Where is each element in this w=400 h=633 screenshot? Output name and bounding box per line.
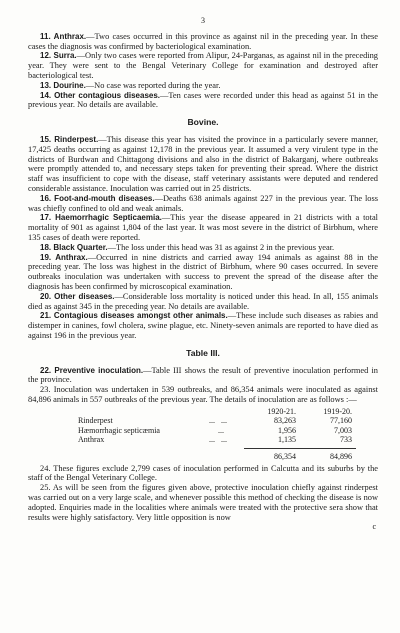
heading-other-animals: 21. Contagious diseases amongst other animals. (40, 311, 228, 321)
heading-dourine: 13. Dourine. (40, 80, 86, 90)
text-other-contagious: —Ten cases were recorded under this head as against 51 in the previous year. No details are available. (28, 90, 378, 110)
paragraph-12 (28, 51, 378, 80)
row-label: Rinderpest (78, 416, 113, 426)
value-1920-21: 1,135 (278, 435, 296, 445)
heading-anthrax: 11. Anthrax. (40, 31, 87, 41)
table-row (74, 416, 356, 426)
text-anthrax: —Two cases occurred in this province as against nil in the preceding year. In these cases the diagnosis was confirmed by bacteriological examination. (28, 31, 378, 51)
paragraph-17 (28, 213, 378, 242)
value-1919-20: 733 (340, 435, 352, 445)
text-preventive-inoculation: —Table III shows the result of preventive inoculation performed in the province. (28, 365, 378, 385)
leader-dots: ... (218, 425, 224, 435)
leader-dots: ... (221, 416, 227, 426)
heading-anthrax-bovine: 19. Anthrax. (40, 252, 88, 262)
paragraph-19 (28, 253, 378, 292)
signature-mark: c (372, 522, 376, 532)
row-label: Hæmorrhagic septicæmia (78, 425, 160, 435)
inoculation-table (74, 407, 356, 462)
paragraph-16 (28, 194, 378, 214)
value-1919-20: 7,003 (334, 425, 352, 435)
leader-dots: ... (209, 435, 215, 445)
section-heading-bovine: Bovine. (187, 117, 219, 128)
paragraph-14 (28, 91, 378, 111)
table-row (74, 426, 356, 436)
heading-black-quarter: 18. Black Quarter. (40, 242, 108, 252)
paragraph-23: 23. Inoculation was undertaken in 539 outbreaks, and 86,354 animals were inoculated as against 84,896 animals in 557 outbreaks of the previous year. The details of inoculation are as follows :— (28, 385, 378, 404)
heading-preventive-inoculation: 22. Preventive inoculation. (40, 365, 144, 375)
paragraph-25: 25. As will be seen from the figures given above, protective inoculation chiefly against rinderpest was carried out on a very large scale, and whenever possible this method of checking the disease is now adopted. Enquiries made in the localities where animals were treated with the protective sera show that results were highly satisfactory. Very little opposition is now (28, 483, 378, 522)
leader-dots: ... (221, 435, 227, 445)
page-number: 3 (201, 16, 205, 25)
column-header-1919-20: 1919-20. (323, 406, 352, 416)
text-foot-and-mouth: —Deaths 638 animals against 227 in the previous year. The loss was chiefly confined to old and weak animals. (28, 193, 379, 213)
table-header-row (74, 407, 356, 417)
table-row (74, 435, 356, 445)
heading-rinderpest: 15. Rinderpest. (40, 134, 99, 144)
heading-other-diseases: 20. Other diseases. (40, 291, 115, 301)
leader-dots: ... (209, 416, 215, 426)
text-surra: —Only two cases were reported from Alipur, 24-Parganas, as against nil in the preceding year. They were sent to the Bengal Veterinary College for examination and destroyed after bacteriological test. (28, 51, 378, 80)
table-total-row (74, 449, 356, 462)
column-header-1920-21: 1920-21. (267, 406, 296, 416)
total-1919-20: 84,896 (330, 452, 352, 462)
heading-surra: 12. Surra. (40, 51, 77, 61)
text-dourine: —No case was reported during the year. (85, 80, 221, 90)
paragraph-24: 24. These figures exclude 2,799 cases of inoculation performed in Calcutta and its suburbs by the staff of the Bengal Veterinary College. (28, 463, 378, 483)
heading-foot-and-mouth: 16. Foot-and-mouth diseases. (40, 193, 155, 203)
heading-other-contagious: 14. Other contagious diseases. (40, 90, 161, 100)
total-1920-21: 86,354 (274, 452, 296, 462)
paragraph-20 (28, 292, 378, 312)
paragraph-11 (28, 32, 378, 52)
value-1919-20: 77,160 (330, 416, 352, 426)
value-1920-21: 1,956 (278, 425, 296, 435)
paragraph-21 (28, 311, 378, 340)
row-label: Anthrax (78, 435, 105, 445)
text-haemorrhagic: —This year the disease appeared in 21 districts with a total mortality of 901 as against 1,804 of the last year. It was most severe in the district of Birbhum, where 135 cases of death were reported. (28, 213, 378, 242)
text-other-animals: —These include such diseases as rabies and distemper in canines, fowl cholera, swine plague, etc. Ninety-seven animals are reported to have died as against 196 in the previous year. (28, 311, 378, 340)
text-anthrax-bovine: —Occurred in nine districts and carried away 194 animals as against 88 in the preceding year. The loss was highest in the district of Birbhum, where 90 cases occurred. In severe outbreaks inoculation was undertaken with success to prevent the spread of the disease after the diagnosis has been confirmed by microscopical examination. (28, 252, 378, 291)
value-1920-21: 83,263 (274, 416, 296, 426)
text-black-quarter: —The loss under this head was 31 as against 2 in the previous year. (107, 242, 335, 252)
heading-haemorrhagic: 17. Haemorrhagic Septicaemia. (40, 213, 162, 223)
paragraph-18 (28, 243, 378, 253)
section-heading-table-3: Table III. (186, 347, 220, 358)
paragraph-13 (28, 81, 378, 91)
text-rinderpest: —This disease this year has visited the province in a particularly severe manner, 17,425 deaths occurring as against 12,178 in the previous year. It assumed a very virulent type in the districts of Burdwan and Chittagong divisions and also in the district of Bakarganj, where outbreaks were promptly attended to, and necessary steps taken for preventing their spread. Where the district staff was insufficient to cope with the disease, staff veterinary assistants were deputed and rendered considerable assistance. Inoculation was carried out in 25 districts. (28, 134, 378, 193)
paragraph-22 (28, 366, 378, 386)
paragraph-15 (28, 135, 378, 194)
text-other-diseases: —Considerable loss mortality is noticed under this head. In all, 155 animals died as against 345 in the preceding year. No details are available. (28, 291, 378, 311)
